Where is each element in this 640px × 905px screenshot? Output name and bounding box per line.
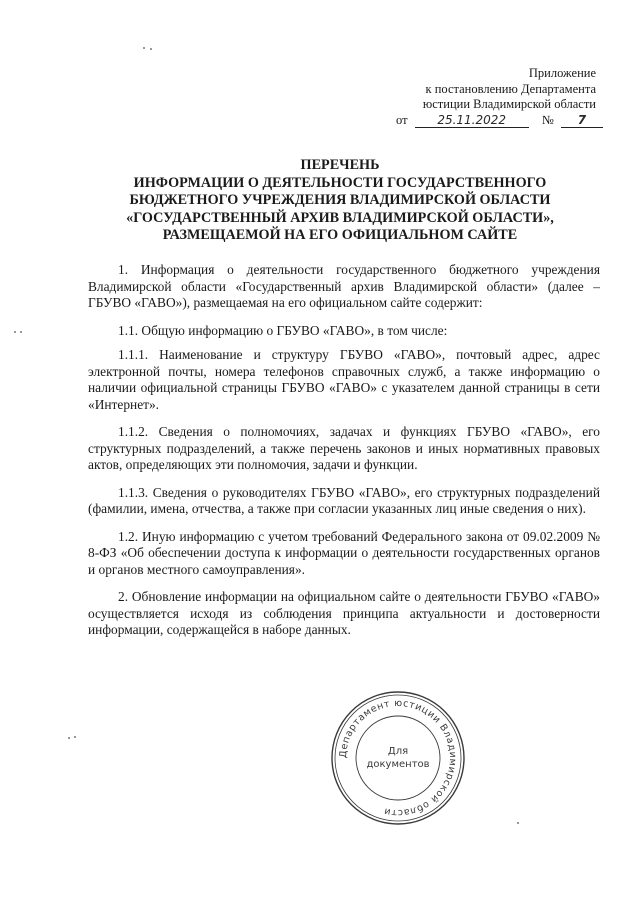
date-prefix: от [396, 112, 408, 127]
appendix-date-number [396, 113, 596, 129]
title-line-5: РАЗМЕЩАЕМОЙ НА ЕГО ОФИЦИАЛЬНОМ САЙТЕ [162, 227, 518, 243]
paragraph-1-1-1: 1.1.1. Наименование и структуру ГБУВО «ГАВО», почтовый адрес, адрес электронной почты, номера телефонов справочных служб, а также информацию о наличии официальной страницы ГБУВО «ГАВО» с указателем данной страницы в сети «Интернет». [88, 347, 600, 412]
scan-speck [20, 331, 22, 333]
paragraph-1-1: 1.1. Общую информацию о ГБУВО «ГАВО», в том числе: [118, 322, 448, 338]
paragraph-1-2: 1.2. Иную информацию с учетом требований Федерального закона от 09.02.2009 № 8-ФЗ «Об обеспечении доступа к информации о деятельности государственных органов и органов местного самоуправления». [88, 528, 600, 577]
stamp-seal [328, 688, 468, 828]
scan-speck [74, 736, 76, 738]
number-prefix: № [541, 112, 554, 127]
stamp-center-line-2: документов [366, 759, 430, 770]
scan-speck [143, 47, 145, 49]
title-line-4: «ГОСУДАРСТВЕННЫЙ АРХИВ ВЛАДИМИРСКОЙ ОБЛАСТИ», [126, 209, 554, 226]
appendix-label: Приложение [528, 66, 596, 80]
title-line-1: ПЕРЕЧЕНЬ [300, 157, 380, 173]
stamp-ring-text: Департамент юстиции Владимирской области [337, 697, 459, 819]
scan-speck [150, 48, 152, 50]
scan-speck [68, 737, 70, 739]
stamp-center-line-1: Для [387, 746, 409, 757]
paragraph-1-1-2: 1.1.2. Сведения о полномочиях, задачах и функциях ГБУВО «ГАВО», его структурных подразделений, а также перечень законов и иных нормативных правовых актов, определяющих эти полномочия, задачи и функции. [88, 424, 600, 472]
paragraph-1-1-3: 1.1.3. Сведения о руководителях ГБУВО «ГАВО», его структурных подразделений (фамилии, имена, отчества, а также при согласии указанных лиц иные сведения о них). [88, 484, 600, 516]
scan-speck [517, 822, 519, 824]
handwritten-date: 25.11.2022 [415, 114, 529, 128]
document-body [88, 262, 600, 650]
title-line-3: БЮДЖЕТНОГО УЧРЕЖДЕНИЯ ВЛАДИМИРСКОЙ ОБЛАСТИ [129, 192, 551, 208]
handwritten-number: 7 [561, 114, 603, 128]
paragraph-1: 1. Информация о деятельности государственного бюджетного учреждения Владимирской области «Государственный архив Владимирской области» (далее – ГБУВО «ГАВО»), размещаемая на его официальном сайте содержит: [88, 262, 600, 310]
appendix-header [396, 66, 596, 128]
paragraph-2: 2. Обновление информации на официальном сайте о деятельности ГБУВО «ГАВО» осуществляется исходя из соблюдения принципа актуальности и достоверности информации, содержащейся в наборе данных. [88, 589, 600, 637]
official-stamp [328, 688, 468, 828]
appendix-department: юстиции Владимирской области [422, 97, 596, 111]
title-line-2: ИНФОРМАЦИИ О ДЕЯТЕЛЬНОСТИ ГОСУДАРСТВЕННОГО [133, 174, 547, 191]
document-title [90, 157, 590, 245]
appendix-decree: к постановлению Департамента [425, 81, 596, 96]
scan-speck [14, 331, 16, 333]
